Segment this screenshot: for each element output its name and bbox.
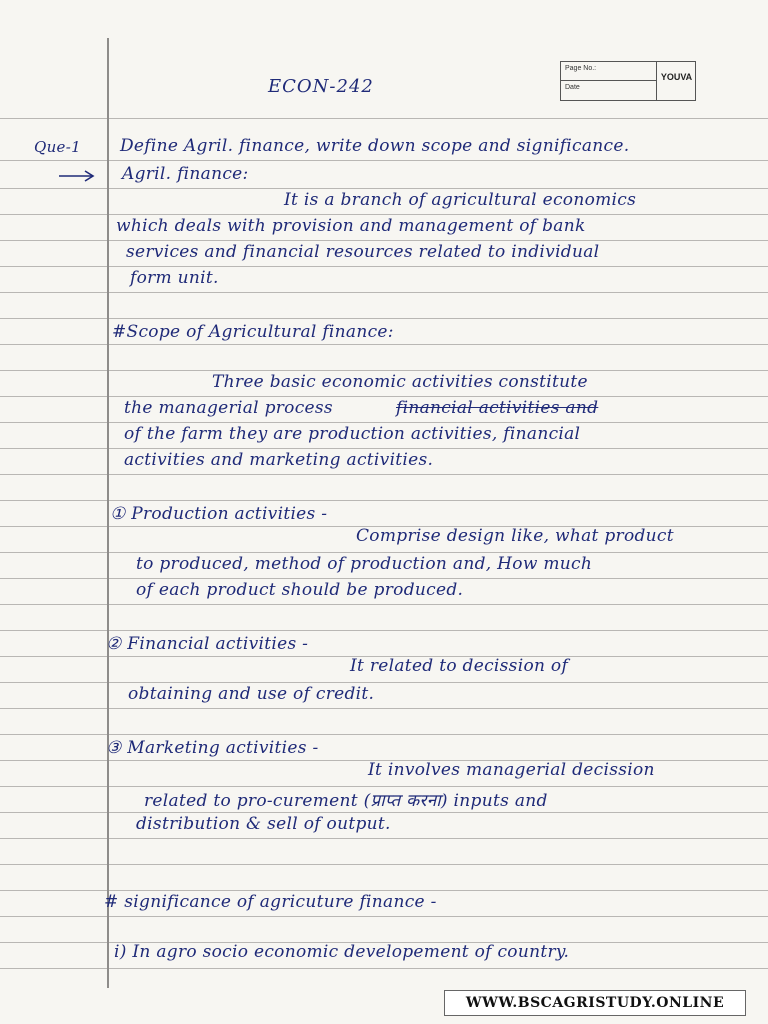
ruled-line [0,812,768,813]
box-divider [656,62,657,100]
ruled-line [0,838,768,839]
production-line: to produced, method of production and, How much [136,554,593,574]
ruled-line [0,864,768,865]
date-label: Date [565,84,580,91]
scope-heading: #Scope of Agricultural finance: [112,322,394,342]
definition-line: which deals with provision and management of bank [116,216,586,236]
financial-heading: ② Financial activities - [106,634,309,654]
ruled-line [0,474,768,475]
margin-line [107,38,109,988]
ruled-line [0,604,768,605]
marketing-line: distribution & sell of output. [136,814,391,834]
marketing-heading: ③ Marketing activities - [106,738,319,758]
ruled-line [0,552,768,553]
ruled-line [0,240,768,241]
ruled-line [0,422,768,423]
ruled-line [0,118,768,119]
definition-heading: Agril. finance: [122,164,249,184]
production-line: Comprise design like, what product [356,526,674,546]
ruled-line [0,318,768,319]
scope-line: Three basic economic activities constitute [212,372,588,392]
significance-point: i) In agro socio economic developement of country. [114,942,570,962]
scope-line: activities and marketing activities. [124,450,434,470]
page-no-label: Page No.: [561,62,657,81]
financial-line: obtaining and use of credit. [128,684,375,704]
marketing-line: related to pro-curement (प्राप्त करना) inputs and [144,791,548,811]
website-watermark: WWW.BSCAGRISTUDY.ONLINE [444,990,746,1016]
ruled-line [0,734,768,735]
course-code: ECON-242 [268,76,374,97]
ruled-line [0,188,768,189]
struck-text: financial activities and [396,398,599,418]
ruled-line [0,160,768,161]
question-text: Define Agril. finance, write down scope and significance. [120,136,630,156]
ruled-line [0,578,768,579]
definition-line: form unit. [130,268,219,288]
ruled-line [0,786,768,787]
marketing-line: It involves managerial decission [368,760,655,780]
page-date-box [560,61,696,101]
ruled-line [0,890,768,891]
ruled-line [0,292,768,293]
ruled-line [0,682,768,683]
production-heading: ① Production activities - [110,504,328,524]
ruled-line [0,630,768,631]
ruled-line [0,448,768,449]
financial-line: It related to decission of [350,656,569,676]
significance-heading: # significance of agricuture finance - [104,892,437,912]
brand-logo: YOUVA [660,72,693,82]
ruled-line [0,266,768,267]
ruled-line [0,916,768,917]
ruled-line [0,708,768,709]
question-label: Que-1 [34,138,81,156]
definition-line: It is a branch of agricultural economics [284,190,637,210]
ruled-line [0,214,768,215]
production-line: of each product should be produced. [136,580,464,600]
arrow-right-icon [58,169,96,183]
ruled-line [0,968,768,969]
ruled-line [0,344,768,345]
definition-line: services and financial resources related to individual [126,242,600,262]
ruled-line [0,500,768,501]
ruled-line [0,370,768,371]
scope-line: of the farm they are production activities, financial [124,424,581,444]
scope-line: the managerial process [124,398,333,418]
ruled-line [0,396,768,397]
